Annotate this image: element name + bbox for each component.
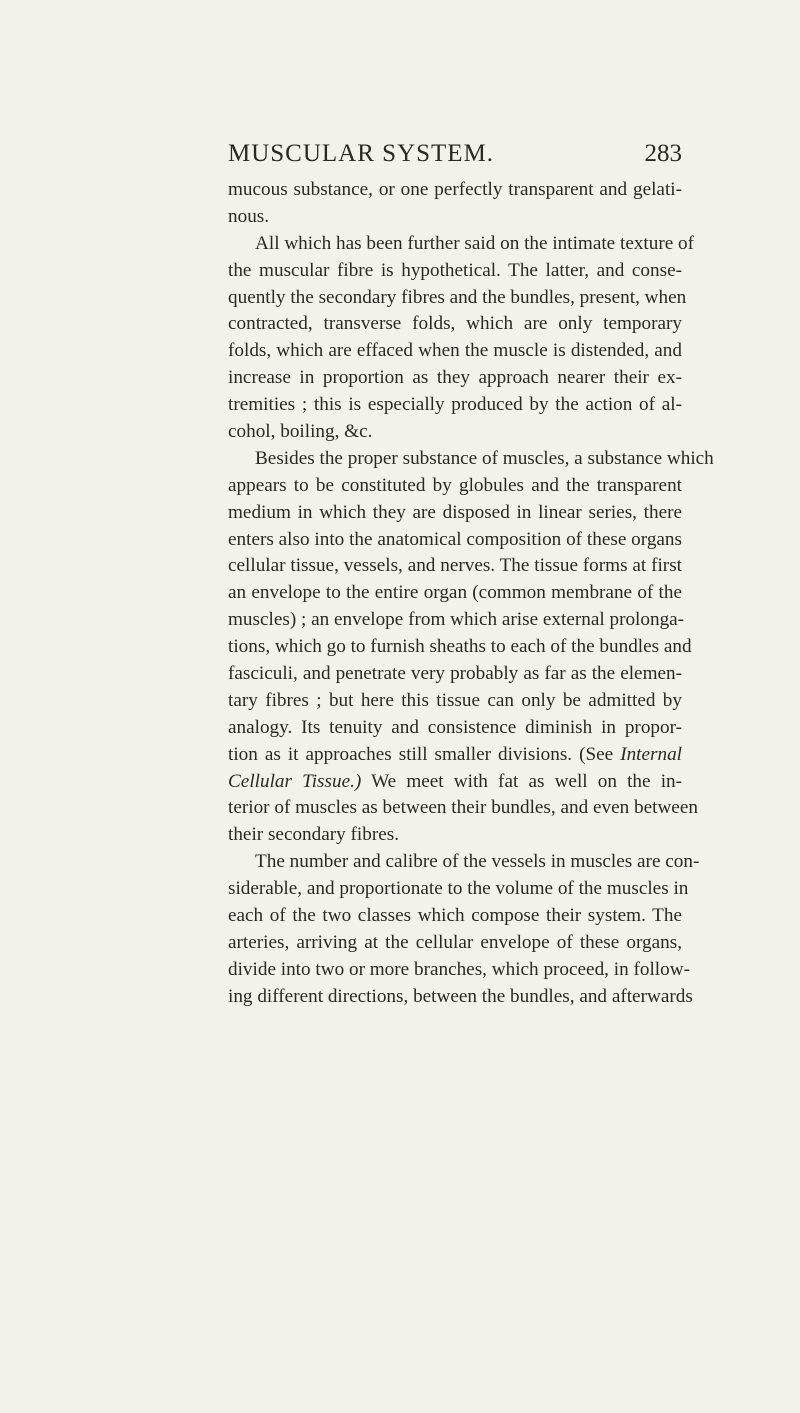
text-line: muscles) ; an envelope from which arise external prolonga- (228, 609, 685, 631)
text-line: tions, which go to furnish sheaths to each of the bundles and (228, 636, 692, 658)
text-line: their secondary fibres. (228, 824, 400, 846)
text-line: All which has been further said on the intimate texture of (255, 232, 695, 254)
text-line: quently the secondary fibres and the bundles, present, when (228, 286, 687, 308)
text-line: arteries, arriving at the cellular envelope of these organs, (228, 931, 682, 953)
text-line: cellular tissue, vessels, and nerves. The tissue forms at first (228, 555, 682, 577)
running-title: MUSCULAR SYSTEM. (228, 140, 495, 167)
text-line: fasciculi, and penetrate very probably as far as the elemen- (228, 663, 682, 685)
text-line: terior of muscles as between their bundles, and even between (228, 797, 698, 819)
text-line: an envelope to the entire organ (common membrane of the (228, 582, 682, 604)
text-line: appears to be constituted by globules and the transparent (228, 474, 682, 496)
page-number: 283 (644, 140, 682, 167)
text-line: nous. (228, 205, 270, 227)
text-line: siderable, and proportionate to the volume of the muscles in (228, 878, 689, 900)
text-line: the muscular fibre is hypothetical. The latter, and conse- (228, 259, 682, 281)
text-line: The number and calibre of the vessels in muscles are con- (255, 851, 700, 873)
text-line: enters also into the anatomical composition of these organs (228, 528, 682, 550)
text-line: tary fibres ; but here this tissue can only be admitted by (228, 689, 682, 711)
running-head (228, 140, 682, 170)
text-line: each of the two classes which compose their system. The (228, 905, 682, 927)
italic-reference: Cellular Tissue.) (228, 770, 362, 792)
text-line: tremities ; this is especially produced by the action of al- (228, 394, 682, 416)
text-line: medium in which they are disposed in linear series, there (228, 501, 682, 523)
text-line: divide into two or more branches, which proceed, in follow- (228, 958, 690, 980)
text-line: cohol, boiling, &c. (228, 421, 373, 443)
text-line: Besides the proper substance of muscles, a substance which (255, 447, 714, 469)
body-text (228, 177, 714, 1011)
text-line: folds, which are effaced when the muscle is distended, and (228, 340, 682, 362)
text-line: contracted, transverse folds, which are only temporary (228, 313, 682, 335)
text-line: ing different directions, between the bundles, and afterwards (228, 985, 693, 1007)
text-line-with-reference (228, 742, 682, 769)
text-line: increase in proportion as they approach nearer their ex- (228, 367, 682, 389)
text-line: mucous substance, or one perfectly transparent and gelati- (228, 179, 682, 200)
text-line: analogy. Its tenuity and consistence diminish in propor- (228, 716, 682, 738)
text-fragment: tion as it approaches still smaller divisions. (See (228, 743, 614, 765)
text-line-with-reference (228, 769, 682, 796)
italic-reference: Internal (620, 743, 683, 765)
text-fragment: We meet with fat as well on the in- (371, 770, 683, 792)
